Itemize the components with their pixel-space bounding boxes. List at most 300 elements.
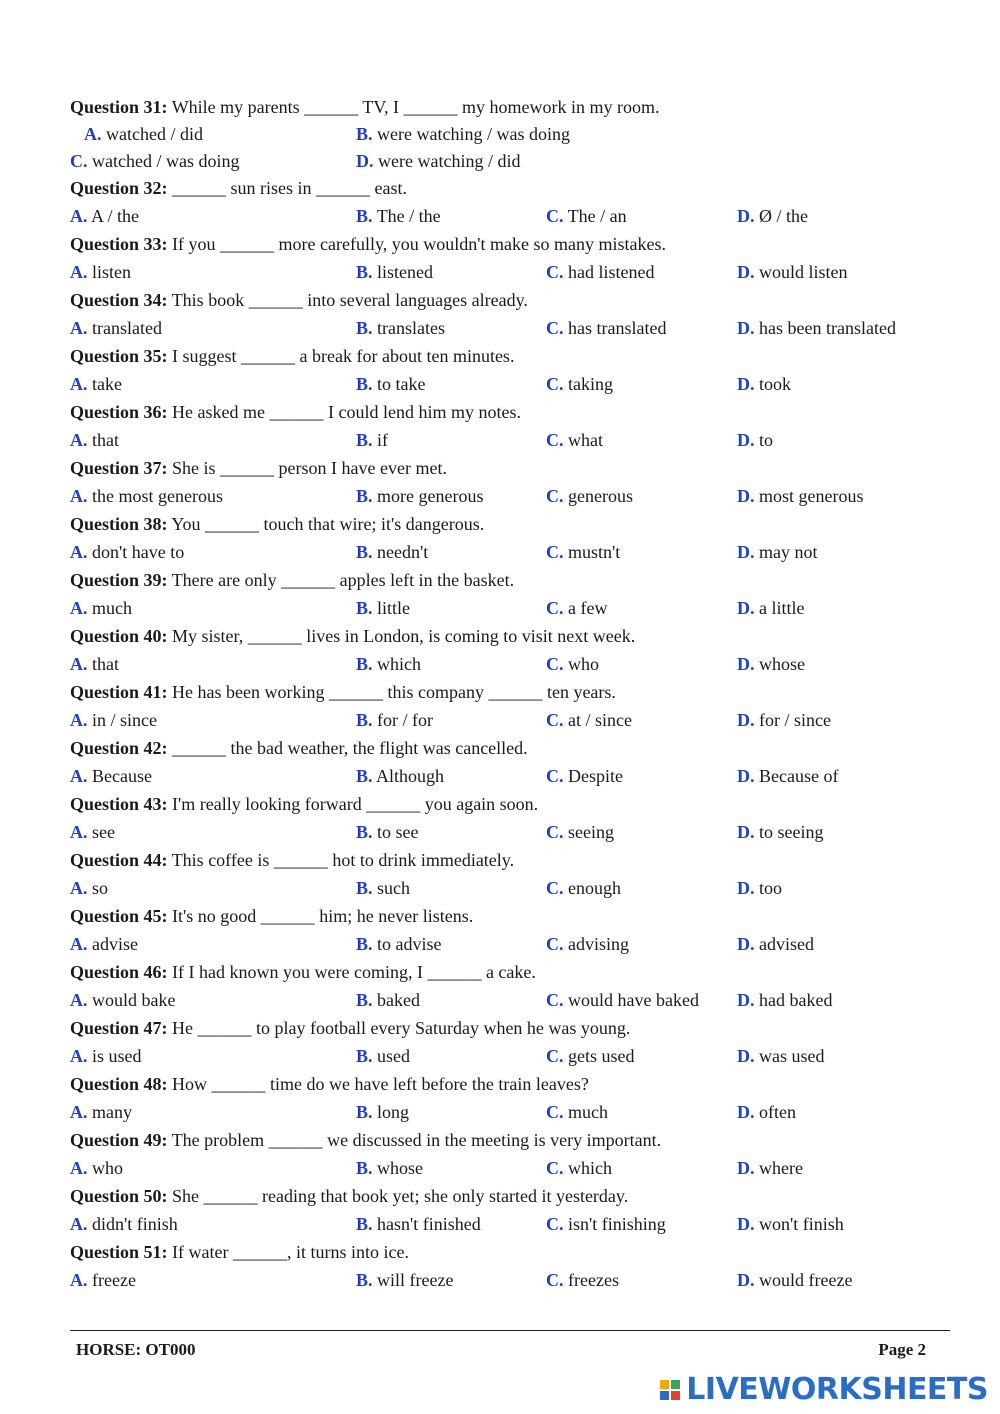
answer-option[interactable] (356, 930, 442, 959)
option-text: much (563, 1102, 608, 1122)
answer-option[interactable] (546, 930, 629, 959)
option-letter: B. (356, 318, 373, 338)
answer-option[interactable] (356, 121, 570, 148)
option-text: for / since (754, 710, 831, 730)
option-letter: C. (546, 206, 564, 226)
answer-option[interactable] (356, 874, 410, 903)
question-text: This coffee is ______ hot to drink immediately. (167, 850, 515, 870)
options-row (70, 121, 950, 148)
options-row (70, 1042, 950, 1071)
answer-option[interactable] (546, 706, 632, 735)
option-text: freezes (563, 1270, 619, 1290)
question-number: Question 49: (70, 1130, 168, 1150)
option-letter: D. (737, 486, 755, 506)
option-text: used (372, 1046, 411, 1066)
option-text: advise (87, 934, 138, 954)
option-text: would listen (754, 262, 848, 282)
answer-option[interactable] (546, 1098, 608, 1127)
option-letter: A. (70, 1158, 88, 1178)
option-text: was used (754, 1046, 825, 1066)
option-text: is used (87, 1046, 142, 1066)
option-letter: C. (546, 710, 564, 730)
answer-option[interactable] (737, 370, 791, 399)
option-text: The / an (563, 206, 627, 226)
option-letter: D. (737, 822, 755, 842)
option-letter: B. (356, 374, 373, 394)
answer-option[interactable] (546, 594, 607, 623)
options-row (70, 1266, 950, 1295)
question-number: Question 40: (70, 626, 168, 646)
brand-wordmark: LIVEWORKSHEETS (686, 1372, 988, 1407)
answer-option[interactable] (70, 706, 157, 735)
answer-option[interactable] (356, 1266, 453, 1295)
option-letter: D. (737, 766, 755, 786)
option-letter: A. (70, 1102, 88, 1122)
option-text: the most generous (87, 486, 223, 506)
option-letter: C. (546, 430, 564, 450)
option-text: which (563, 1158, 612, 1178)
option-text: take (87, 374, 122, 394)
option-text: at / since (563, 710, 632, 730)
question-stem (70, 679, 950, 706)
option-letter: B. (356, 878, 373, 898)
option-text: would freeze (754, 1270, 853, 1290)
answer-option[interactable] (356, 202, 441, 231)
question-text: ______ sun rises in ______ east. (167, 178, 407, 198)
option-text: were watching / was doing (372, 124, 570, 144)
option-text: to (754, 430, 774, 450)
options-row (70, 706, 950, 735)
option-text: who (563, 654, 599, 674)
answer-option[interactable] (70, 426, 119, 455)
answer-option[interactable] (737, 314, 896, 343)
option-letter: B. (356, 124, 373, 144)
logo-square (671, 1380, 680, 1389)
option-letter: C. (546, 878, 564, 898)
answer-option[interactable] (356, 426, 388, 455)
question-stem (70, 399, 950, 426)
question-block (70, 175, 950, 231)
options-row (70, 930, 950, 959)
option-letter: D. (737, 1214, 755, 1234)
answer-option[interactable] (70, 148, 239, 175)
question-block (70, 343, 950, 399)
answer-option[interactable] (70, 930, 138, 959)
option-text: listen (87, 262, 131, 282)
options-row (70, 1154, 950, 1183)
answer-option[interactable] (737, 650, 805, 679)
answer-option[interactable] (84, 121, 203, 148)
question-text: ______ the bad weather, the flight was cancelled. (167, 738, 528, 758)
option-letter: D. (737, 598, 755, 618)
options-row (70, 594, 950, 623)
option-text: were watching / did (373, 151, 521, 171)
option-text: freeze (87, 1270, 136, 1290)
option-letter: A. (70, 374, 88, 394)
option-letter: D. (737, 206, 755, 226)
exam-code: HORSE: OT000 (76, 1340, 196, 1359)
option-letter: D. (737, 318, 755, 338)
question-text: This book ______ into several languages already. (167, 290, 528, 310)
option-letter: D. (737, 1158, 755, 1178)
answer-option[interactable] (546, 1042, 635, 1071)
option-letter: D. (737, 1270, 755, 1290)
answer-option[interactable] (356, 762, 444, 791)
option-text: advising (563, 934, 629, 954)
question-stem (70, 511, 950, 538)
answer-option[interactable] (70, 1042, 142, 1071)
option-text: Although (372, 766, 445, 786)
answer-option[interactable] (356, 706, 433, 735)
option-letter: D. (737, 654, 755, 674)
question-list (70, 94, 950, 1295)
option-letter: A. (70, 710, 88, 730)
option-letter: A. (70, 990, 88, 1010)
question-block (70, 94, 950, 175)
question-stem (70, 455, 950, 482)
question-stem (70, 623, 950, 650)
option-text: more generous (372, 486, 484, 506)
answer-option[interactable] (356, 538, 428, 567)
option-text: would bake (87, 990, 176, 1010)
option-letter: C. (546, 374, 564, 394)
option-text: if (372, 430, 389, 450)
question-block (70, 1127, 950, 1183)
question-text: She is ______ person I have ever met. (167, 458, 447, 478)
answer-option[interactable] (70, 538, 184, 567)
answer-option[interactable] (737, 482, 863, 511)
answer-option[interactable] (70, 594, 132, 623)
answer-option[interactable] (70, 202, 139, 231)
options-row (70, 202, 950, 231)
option-letter: A. (70, 542, 88, 562)
question-number: Question 42: (70, 738, 168, 758)
question-block (70, 1183, 950, 1239)
option-text: whose (754, 654, 805, 674)
option-text: see (87, 822, 115, 842)
question-stem (70, 1239, 950, 1266)
question-stem (70, 567, 950, 594)
answer-option[interactable] (737, 202, 808, 231)
option-text: had listened (563, 262, 655, 282)
answer-option[interactable] (70, 1210, 178, 1239)
question-text: You ______ touch that wire; it's dangerous. (167, 514, 485, 534)
option-letter: B. (356, 766, 373, 786)
option-text: Because of (754, 766, 839, 786)
options-row (70, 148, 950, 175)
option-letter: B. (356, 934, 373, 954)
option-letter: B. (356, 206, 373, 226)
option-letter: C. (546, 1102, 564, 1122)
options-row (70, 762, 950, 791)
question-text: He asked me ______ I could lend him my notes. (167, 402, 521, 422)
answer-option[interactable] (356, 482, 483, 511)
answer-option[interactable] (737, 930, 814, 959)
option-letter: A. (70, 318, 88, 338)
question-number: Question 45: (70, 906, 168, 926)
answer-option[interactable] (737, 594, 804, 623)
question-text: How ______ time do we have left before the train leaves? (167, 1074, 589, 1094)
options-row (70, 1210, 950, 1239)
option-text: The / the (372, 206, 441, 226)
option-text: watched / was doing (87, 151, 240, 171)
answer-option[interactable] (737, 1210, 844, 1239)
question-block (70, 903, 950, 959)
options-row (70, 370, 950, 399)
answer-option[interactable] (70, 258, 131, 287)
option-letter: B. (356, 1270, 373, 1290)
option-letter: A. (70, 1270, 88, 1290)
question-number: Question 44: (70, 850, 168, 870)
question-block (70, 287, 950, 343)
answer-option[interactable] (70, 314, 162, 343)
question-block (70, 623, 950, 679)
question-stem (70, 847, 950, 874)
question-number: Question 51: (70, 1242, 168, 1262)
answer-option[interactable] (356, 594, 410, 623)
answer-option[interactable] (737, 1042, 825, 1071)
answer-option[interactable] (356, 818, 419, 847)
option-text: baked (372, 990, 420, 1010)
answer-option[interactable] (546, 482, 633, 511)
answer-option[interactable] (546, 1266, 619, 1295)
answer-option[interactable] (737, 1154, 803, 1183)
question-block (70, 1071, 950, 1127)
option-letter: B. (356, 430, 373, 450)
logo-square (660, 1380, 669, 1389)
option-text: to advise (372, 934, 442, 954)
answer-option[interactable] (356, 314, 445, 343)
page-number: Page 2 (878, 1340, 926, 1359)
option-letter: D. (737, 430, 755, 450)
options-row (70, 426, 950, 455)
question-number: Question 39: (70, 570, 168, 590)
option-letter: D. (737, 1102, 755, 1122)
question-number: Question 32: (70, 178, 168, 198)
option-letter: A. (70, 1046, 88, 1066)
option-text: translates (372, 318, 445, 338)
option-text: took (754, 374, 792, 394)
option-text: has translated (563, 318, 667, 338)
options-row (70, 258, 950, 287)
option-text: to see (372, 822, 419, 842)
answer-option[interactable] (70, 650, 119, 679)
answer-option[interactable] (356, 1210, 481, 1239)
answer-option[interactable] (356, 370, 426, 399)
question-number: Question 50: (70, 1186, 168, 1206)
option-text: had baked (754, 990, 833, 1010)
answer-option[interactable] (546, 370, 613, 399)
answer-option[interactable] (70, 818, 115, 847)
liveworksheets-logo-icon (660, 1380, 680, 1400)
option-letter: B. (356, 822, 373, 842)
question-number: Question 48: (70, 1074, 168, 1094)
answer-option[interactable] (70, 1266, 136, 1295)
answer-option[interactable] (737, 762, 838, 791)
option-letter: C. (546, 1158, 564, 1178)
option-text: little (372, 598, 411, 618)
option-letter: C. (546, 1046, 564, 1066)
option-letter: B. (356, 1214, 373, 1234)
answer-option[interactable] (356, 1042, 410, 1071)
answer-option[interactable] (737, 1266, 852, 1295)
answer-option[interactable] (356, 1154, 423, 1183)
footer-divider (70, 1330, 950, 1331)
option-text: mustn't (563, 542, 621, 562)
answer-option[interactable] (70, 874, 108, 903)
option-letter: A. (70, 1214, 88, 1234)
question-block (70, 399, 950, 455)
option-text: too (754, 878, 783, 898)
question-stem (70, 231, 950, 258)
options-row (70, 874, 950, 903)
options-row (70, 538, 950, 567)
option-letter: A. (70, 822, 88, 842)
option-text: which (372, 654, 422, 674)
option-text: may not (754, 542, 818, 562)
option-letter: D. (737, 990, 755, 1010)
answer-option[interactable] (546, 202, 627, 231)
answer-option[interactable] (737, 426, 773, 455)
option-text: much (87, 598, 132, 618)
question-block (70, 1239, 950, 1295)
option-letter: A. (70, 654, 88, 674)
option-letter: A. (70, 598, 88, 618)
option-text: to seeing (754, 822, 824, 842)
question-number: Question 46: (70, 962, 168, 982)
option-text: has been translated (754, 318, 896, 338)
question-text: My sister, ______ lives in London, is coming to visit next week. (167, 626, 636, 646)
question-text: If you ______ more carefully, you wouldn't make so many mistakes. (167, 234, 666, 254)
question-text: The problem ______ we discussed in the meeting is very important. (167, 1130, 662, 1150)
answer-option[interactable] (356, 258, 433, 287)
answer-option[interactable] (737, 258, 848, 287)
question-stem (70, 959, 950, 986)
option-letter: A. (70, 766, 88, 786)
question-text: She ______ reading that book yet; she only started it yesterday. (167, 1186, 629, 1206)
option-text: to take (372, 374, 426, 394)
question-stem (70, 287, 950, 314)
option-text: A / the (87, 206, 140, 226)
answer-option[interactable] (546, 1154, 612, 1183)
question-stem (70, 1015, 950, 1042)
question-text: It's no good ______ him; he never listens. (167, 906, 474, 926)
option-text: for / for (372, 710, 433, 730)
answer-option[interactable] (737, 1098, 796, 1127)
option-letter: A. (70, 262, 88, 282)
option-text: who (87, 1158, 123, 1178)
question-stem (70, 791, 950, 818)
option-text: enough (563, 878, 621, 898)
answer-option[interactable] (70, 370, 122, 399)
option-text: advised (754, 934, 814, 954)
question-stem (70, 1071, 950, 1098)
question-block (70, 735, 950, 791)
answer-option[interactable] (737, 706, 831, 735)
question-number: Question 35: (70, 346, 168, 366)
answer-option[interactable] (737, 818, 824, 847)
answer-option[interactable] (546, 426, 603, 455)
answer-option[interactable] (546, 258, 654, 287)
question-text: I'm really looking forward ______ you again soon. (167, 794, 539, 814)
option-letter: B. (356, 262, 373, 282)
option-text: hasn't finished (372, 1214, 481, 1234)
answer-option[interactable] (737, 874, 782, 903)
question-stem (70, 735, 950, 762)
question-block (70, 847, 950, 903)
option-letter: C. (546, 318, 564, 338)
option-text: such (372, 878, 411, 898)
option-text: long (372, 1102, 410, 1122)
answer-option[interactable] (356, 1098, 409, 1127)
question-block (70, 231, 950, 287)
answer-option[interactable] (737, 986, 832, 1015)
option-letter: A. (70, 430, 88, 450)
option-letter: D. (737, 262, 755, 282)
question-stem (70, 903, 950, 930)
answer-option[interactable] (546, 986, 699, 1015)
question-number: Question 47: (70, 1018, 168, 1038)
option-text: often (754, 1102, 796, 1122)
option-text: Despite (563, 766, 623, 786)
option-text: seeing (563, 822, 614, 842)
option-text: don't have to (87, 542, 185, 562)
question-block (70, 679, 950, 735)
option-letter: C. (546, 598, 564, 618)
answer-option[interactable] (546, 874, 621, 903)
answer-option[interactable] (546, 818, 614, 847)
option-letter: A. (70, 486, 88, 506)
question-stem (70, 1127, 950, 1154)
answer-option[interactable] (70, 986, 175, 1015)
option-letter: D. (737, 710, 755, 730)
option-letter: B. (356, 990, 373, 1010)
question-block (70, 959, 950, 1015)
answer-option[interactable] (70, 1098, 132, 1127)
question-number: Question 43: (70, 794, 168, 814)
question-number: Question 34: (70, 290, 168, 310)
option-text: isn't finishing (563, 1214, 666, 1234)
answer-option[interactable] (546, 650, 599, 679)
question-text: If water ______, it turns into ice. (167, 1242, 409, 1262)
option-letter: A. (70, 878, 88, 898)
option-text: that (87, 430, 119, 450)
question-number: Question 31: (70, 97, 168, 117)
answer-option[interactable] (356, 650, 421, 679)
answer-option[interactable] (546, 538, 620, 567)
option-letter: A. (70, 206, 88, 226)
option-letter: D. (737, 934, 755, 954)
option-letter: C. (546, 486, 564, 506)
answer-option[interactable] (546, 762, 623, 791)
answer-option[interactable] (70, 762, 152, 791)
answer-option[interactable] (356, 148, 520, 175)
option-text: a little (754, 598, 805, 618)
answer-option[interactable] (546, 314, 666, 343)
question-number: Question 36: (70, 402, 168, 422)
answer-option[interactable] (737, 538, 818, 567)
option-letter: A. (70, 934, 88, 954)
question-text: If I had known you were coming, I ______ a cake. (167, 962, 536, 982)
answer-option[interactable] (70, 482, 223, 511)
option-text: gets used (563, 1046, 635, 1066)
answer-option[interactable] (356, 986, 420, 1015)
answer-option[interactable] (70, 1154, 123, 1183)
answer-option[interactable] (546, 1210, 666, 1239)
option-text: didn't finish (87, 1214, 178, 1234)
liveworksheets-brand[interactable] (660, 1372, 988, 1407)
option-letter: B. (356, 1102, 373, 1122)
